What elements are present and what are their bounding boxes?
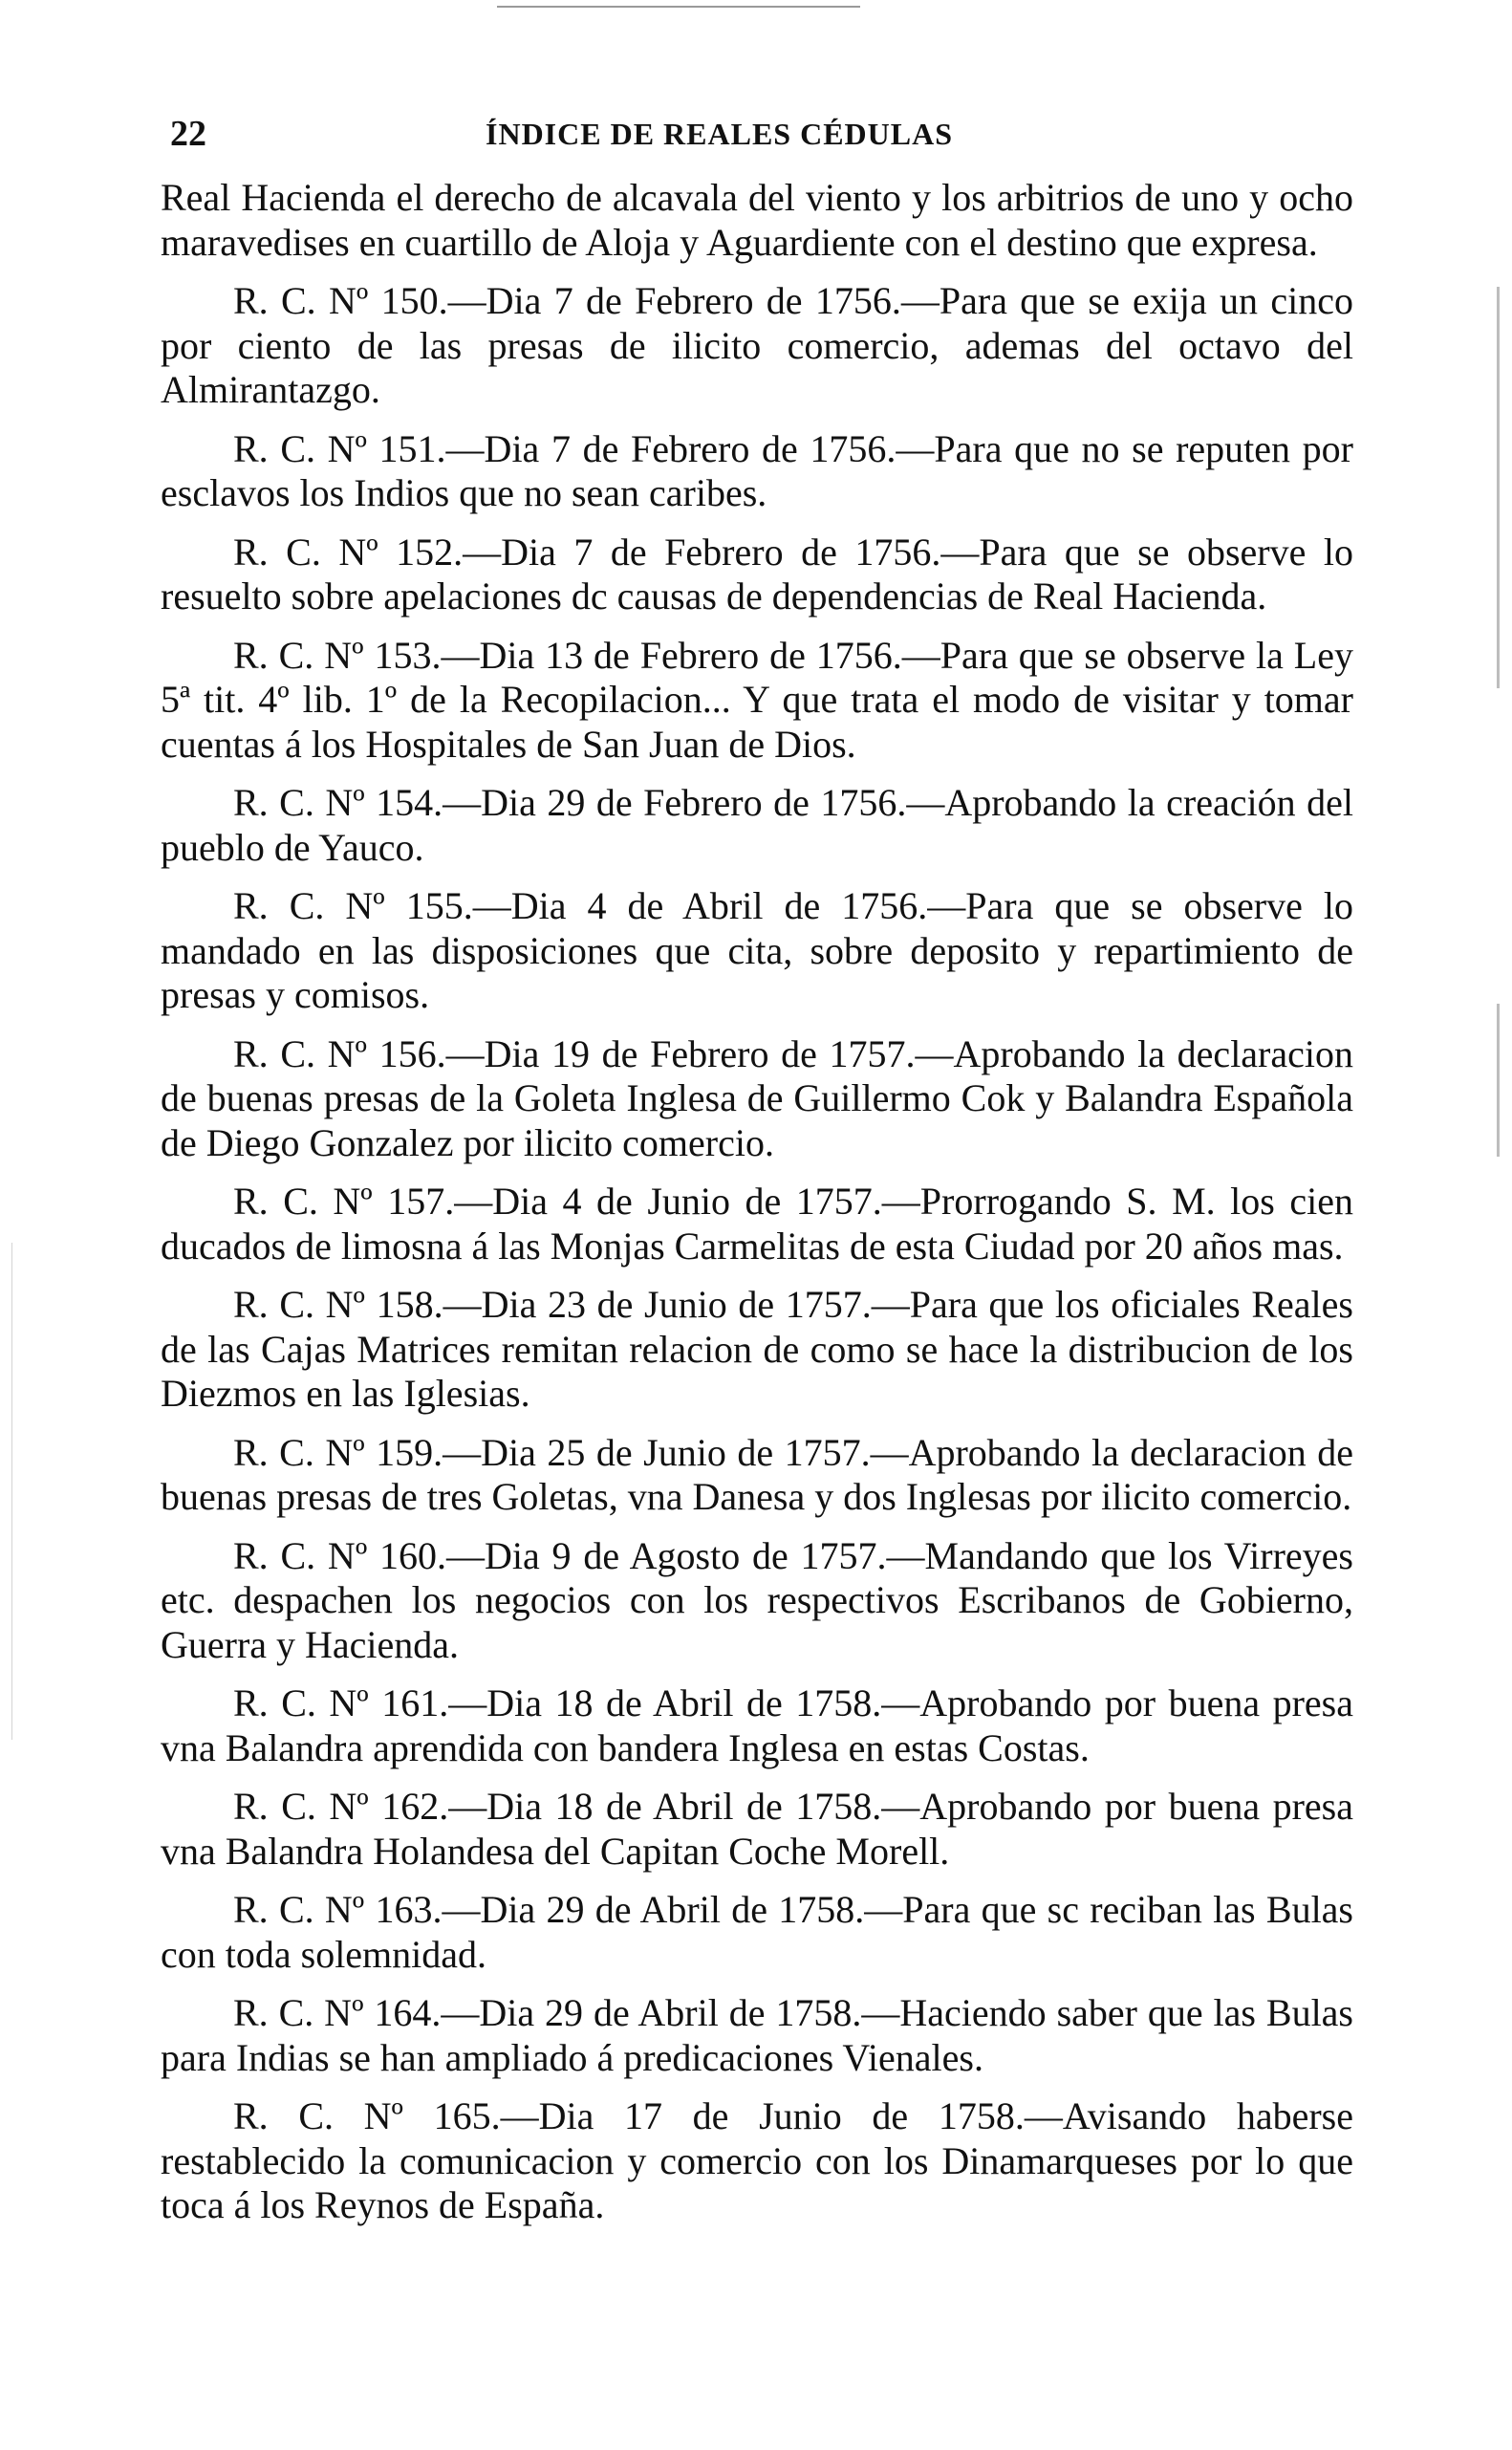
- page-number: 22: [170, 114, 206, 154]
- entry-rc-150: R. C. Nº 150.—Dia 7 de Febrero de 1756.—Para que se exija un cinco por ciento de las presas de ilicito comercio, ademas del octavo del Almirantazgo.: [161, 279, 1353, 411]
- entry-rc-155: R. C. Nº 155.—Dia 4 de Abril de 1756.—Para que se observe lo mandado en las disposiciones que cita, sobre deposito y repartimiento de presas y comisos.: [161, 884, 1353, 1016]
- entry-rc-162: R. C. Nº 162.—Dia 18 de Abril de 1758.—Aprobando por buena presa vna Balandra Holandesa del Capitan Coche Morell.: [161, 1785, 1353, 1873]
- page-header: [170, 113, 1351, 163]
- entry-rc-159: R. C. Nº 159.—Dia 25 de Junio de 1757.—Aprobando la declaracion de buenas presas de tres Goletas, vna Danesa y dos Inglesas por ilicito comercio.: [161, 1430, 1353, 1518]
- entry-rc-164: R. C. Nº 164.—Dia 29 de Abril de 1758.—Haciendo saber que las Bulas para Indias se han ampliado á predicaciones Vienales.: [161, 1991, 1353, 2079]
- scan-edge-line: [1497, 287, 1500, 688]
- entry-rc-158: R. C. Nº 158.—Dia 23 de Junio de 1757.—Para que los oficiales Reales de las Cajas Matrices remitan relacion de como se hace la distribucion de los Diezmos en las Iglesias.: [161, 1283, 1353, 1415]
- scan-top-rule: [497, 6, 860, 8]
- entry-rc-154: R. C. Nº 154.—Dia 29 de Febrero de 1756.—Aprobando la creación del pueblo de Yauco.: [161, 781, 1353, 869]
- entry-rc-163: R. C. Nº 163.—Dia 29 de Abril de 1758.—Para que sc reciban las Bulas con toda solemnidad.: [161, 1888, 1353, 1976]
- scan-edge-line: [11, 1243, 12, 1740]
- document-body: [161, 176, 1353, 2243]
- entry-rc-161: R. C. Nº 161.—Dia 18 de Abril de 1758.—Aprobando por buena presa vna Balandra aprendida con bandera Inglesa en estas Costas.: [161, 1681, 1353, 1769]
- entry-rc-156: R. C. Nº 156.—Dia 19 de Febrero de 1757.—Aprobando la declaracion de buenas presas de la Goleta Inglesa de Guillermo Cok y Balandra Española de Diego Gonzalez por ilicito comercio.: [161, 1031, 1353, 1164]
- entry-rc-151: R. C. Nº 151.—Dia 7 de Febrero de 1756.—Para que no se reputen por esclavos los Indios que no sean caribes.: [161, 426, 1353, 514]
- entry-rc-160: R. C. Nº 160.—Dia 9 de Agosto de 1757.—Mandando que los Virreyes etc. despachen los negocios con los respectivos Escribanos de Gobierno, Guerra y Hacienda.: [161, 1533, 1353, 1666]
- entry-rc-157: R. C. Nº 157.—Dia 4 de Junio de 1757.—Prorrogando S. M. los cien ducados de limosna á las Monjas Carmelitas de esta Ciudad por 20 años mas.: [161, 1180, 1353, 1268]
- entry-rc-152: R. C. Nº 152.—Dia 7 de Febrero de 1756.—Para que se observe lo resuelto sobre apelaciones dc causas de dependencias de Real Hacienda.: [161, 530, 1353, 618]
- scan-edge-line: [1497, 1004, 1500, 1157]
- entry-rc-165: R. C. Nº 165.—Dia 17 de Junio de 1758.—Avisando haberse restablecido la comunicacion y comercio con los Dinamarqueses por lo que toca á los Reynos de España.: [161, 2094, 1353, 2226]
- running-title: ÍNDICE DE REALES CÉDULAS: [486, 117, 953, 151]
- paragraph-continuation: Real Hacienda el derecho de alcavala del viento y los arbitrios de uno y ocho maravedises en cuartillo de Aloja y Aguardiente con el destino que expresa.: [161, 176, 1353, 264]
- entry-rc-153: R. C. Nº 153.—Dia 13 de Febrero de 1756.—Para que se observe la Ley 5ª tit. 4º lib. 1º de la Recopilacion... Y que trata el modo de visitar y tomar cuentas á los Hospitales de San Juan de Dios.: [161, 633, 1353, 766]
